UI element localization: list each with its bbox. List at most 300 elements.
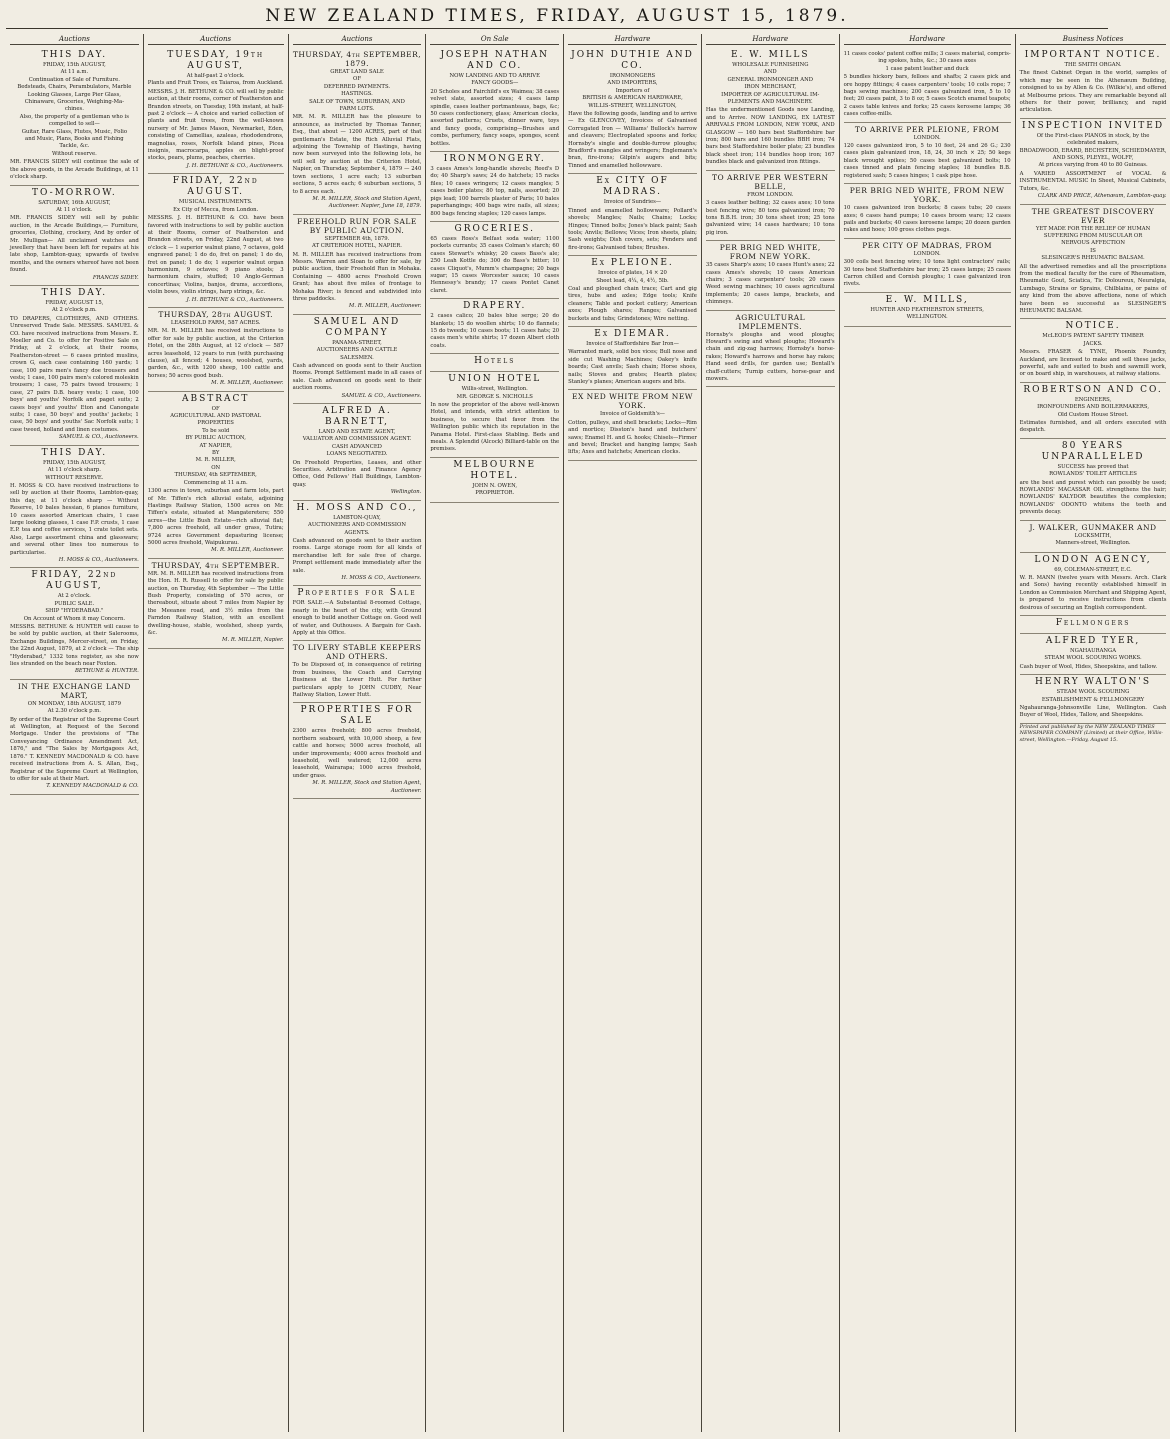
advertisement bbox=[706, 171, 835, 241]
ad-title: Ex CITY OF MADRAS. bbox=[596, 176, 669, 198]
advertisement bbox=[1020, 205, 1167, 320]
column-heading: Hardware bbox=[706, 34, 835, 45]
ad-title: E. W. MILLS, bbox=[885, 294, 969, 305]
ad-subhead-line: YET MADE FOR THE RELIEF OF HUMAN bbox=[1035, 225, 1151, 232]
ad-subhead-line: NERVOUS AFFECTION bbox=[1061, 240, 1125, 247]
ad-subhead-line: Also, the property of a gentleman who is bbox=[19, 113, 129, 120]
ad-subhead-line: 69, COLEMAN-STREET, E.C. bbox=[1054, 566, 1132, 573]
ad-title: ROBERTSON AND CO. bbox=[1023, 384, 1163, 395]
ad-title: TO-MORROW. bbox=[31, 187, 117, 198]
ad-subhead-line: PROPRIETOR. bbox=[475, 490, 515, 497]
ad-subhead-line: Tackle, &c. bbox=[59, 143, 90, 150]
ad-subhead-line: IMPORTER OF AGRICULTURAL IM- bbox=[721, 91, 820, 98]
column-6 bbox=[702, 34, 840, 1432]
ad-subhead-line: LOANS NEGOTIATED. bbox=[326, 451, 388, 458]
ad-subhead-line: Continuation of Sale of Furniture. bbox=[28, 76, 120, 83]
column-4 bbox=[426, 34, 564, 1432]
ad-subheads bbox=[148, 199, 284, 214]
advertisement bbox=[293, 215, 422, 315]
ad-subhead-line: WILLIS-STREET, WELLINGTON, bbox=[588, 102, 677, 109]
ad-body: Estimates furnished, and all orders executed with despatch. bbox=[1019, 420, 1167, 434]
ad-body: MESSRS. BETHUNE & HUNTER will cause to be sold by public auction, at their Salerooms, Exchange Buildings, Mercer-street, on Friday, the 22nd August, 1879, at 2 o'clock — The ship "Hyderabad," 1332 tons register, as she now lies stranded on the beach near Foxton. bbox=[10, 624, 139, 668]
advertisement bbox=[1020, 319, 1167, 382]
advertisement bbox=[148, 559, 284, 649]
column-heading: Hardware bbox=[844, 34, 1011, 45]
ad-subheads bbox=[10, 300, 139, 315]
ad-subhead-line: FRIDAY, 15th AUGUST, bbox=[42, 459, 106, 466]
ad-signature: M. R. MILLER, Auctioneer. bbox=[211, 380, 284, 387]
ad-body: Have the following goods, landing and to arrive — Ex GLENCOVEY, Invoices of Galvanised Corrugated Iron — Williams' Bullock's harrow and cleavers; Electroplated spoons and forks; Hornsby's single and double-furrow ploughs; Bradford's mangles and wringers; Englemann's bran, fire-irons; Gilpin's augers and bits; Tinned and enamelled hollowware. bbox=[568, 111, 697, 169]
ad-body: 20 Scholes and Fairchild's ex Waimea; 38 cases velvet slate, assorted sizes; 4 cases lamp spindle, cases leather portmanteaus, bags, &c; 50 cases confectionery, glass; American clocks, assorted patterns; Cruets, dinner ware, toys and fancy goods, comprising—Brushes and combs, perfumery, fancy soaps, sponges, scent bottles. bbox=[430, 88, 560, 147]
ad-signature: J. H. BETHUNE & CO., Auctioneers. bbox=[186, 162, 284, 169]
advertisement bbox=[148, 174, 284, 308]
advertisement bbox=[1020, 634, 1167, 675]
advertisement bbox=[10, 568, 139, 679]
advertisement bbox=[293, 315, 422, 404]
column-heading: On Sale bbox=[430, 34, 559, 45]
ad-subheads bbox=[1020, 464, 1167, 479]
ad-subheads bbox=[1020, 62, 1167, 69]
ad-subhead-line: celebrated makers, bbox=[1067, 140, 1119, 147]
ad-subhead-line: SALE OF TOWN, SUBURBAN, AND bbox=[309, 98, 405, 105]
ad-subhead-line: ON MONDAY, 18th AUGUST, 1879 bbox=[27, 700, 122, 707]
ad-title: ABSTRACT bbox=[181, 393, 250, 404]
advertisement bbox=[293, 404, 422, 501]
advertisement bbox=[430, 222, 559, 299]
printer-imprint: Printed and published by the NEW ZEALAND TIMES NEWSPAPER COMPANY (Limited) at their Office, Willis-street, Wellington.—Friday, August 15. bbox=[1019, 723, 1164, 743]
ad-signature: H. MOSS & CO., Auctioneers. bbox=[341, 574, 422, 581]
advertisement bbox=[1020, 48, 1167, 119]
ad-subhead-line: CASH ADVANCED bbox=[332, 443, 382, 450]
ad-subhead-line: Importers of bbox=[615, 87, 650, 94]
ad-signature: CLARK AND PRICE, Athenæum, Lambton-quay. bbox=[1037, 193, 1167, 200]
ad-signature: FRANCIS SIDEY. bbox=[92, 274, 139, 281]
ad-body: Has the undermentioned Goods now Landing, and to Arrive. NOW LANDING, EX LATEST ARRIVALS FROM LONDON, NEW YORK, AND GLASGOW — 160 bars best Staffordshire bar iron; 800 bars and 160 bundles BBH iron; 74 bars best Staffordshire boiler plate; 23 bundles black sheet iron; 114 bundles hoop iron; 167 bundles black and galvanized iron fittings. bbox=[705, 107, 835, 166]
ad-body: H. MOSS & CO. have received instructions to sell by auction at their Rooms, Lambton-quay, this day, at 11 o'clock sharp — Without Reserve, 10 bales hessian, 6 pianos furniture, 10 cases assorted American chairs, 1 case large looking glasses, 1 case F.P. crusts, 1 case E.P. tea and coffee services, 1 crate toilet sets. Also, Large assortment china and glassware; and several other lines too numerous to particularise. bbox=[10, 482, 139, 556]
ad-subhead-line: HASTINGS. bbox=[341, 91, 373, 98]
ad-subheads bbox=[568, 73, 697, 110]
column-3 bbox=[289, 34, 427, 1432]
ad-subhead-line: ON bbox=[211, 464, 221, 471]
ad-subhead-line: To be sold bbox=[202, 427, 230, 434]
ad-subhead-line: Ex City of Mecca, from London. bbox=[173, 206, 259, 213]
masthead-rule bbox=[6, 28, 1108, 29]
ad-subhead-line: SUCCESS has proved that bbox=[1057, 463, 1129, 470]
ad-subhead-line: AUCTIONEERS AND COMMISSION bbox=[308, 522, 406, 529]
ad-subhead-line: SALESMEN. bbox=[340, 354, 374, 361]
ad-title: FRIDAY, 22nd AUGUST. bbox=[172, 176, 259, 198]
ad-subhead-line: At 11 o'clock sharp. bbox=[47, 467, 101, 474]
ad-subhead-line: DEFERRED PAYMENTS. bbox=[323, 83, 391, 90]
ad-subhead-line: THURSDAY, 4th SEPTEMBER, bbox=[174, 472, 257, 479]
advertisement bbox=[430, 372, 559, 458]
ad-subhead-line: STEAM WOOL SCOURING bbox=[1056, 689, 1130, 696]
ad-subhead-line: SEPTEMBER 4th, 1879. bbox=[324, 235, 390, 242]
ad-subhead-line: At 2 o'clock p.m. bbox=[52, 307, 97, 314]
ad-subhead-line: VALUATOR AND COMMISSION AGENT. bbox=[302, 436, 412, 443]
ad-subhead-line: LOCKSMITH, bbox=[1074, 532, 1112, 539]
ad-subhead-line: PANAMA-STREET, bbox=[332, 339, 382, 346]
ad-subhead-line: AGENTS. bbox=[344, 529, 370, 536]
ad-subheads bbox=[1020, 648, 1167, 663]
column-heading: Hardware bbox=[568, 34, 697, 45]
ad-title: THIS DAY. bbox=[41, 50, 108, 60]
ad-body: are the best and purest which can possibly be used; ROWLANDS' MACASSAR OIL strengthens the hair; ROWLANDS' KALYDOR beautifies the complexion; ROWLANDS' ODONTO whitens the teeth and prevents decay. bbox=[1019, 479, 1167, 516]
ad-body: In now the proprietor of the above well-known Hotel, and intends, with strict attention to business, to secure that favor from the Wellington public which its reputation in the Panama Hotel. First-class Stabling. Beds and meals. A Splendid (Alcock) Billiard-table on the premises. bbox=[430, 402, 560, 453]
ad-body: To be Disposed of, in consequence of retiring from business, the Coach and Carrying Business at the Lower Hutt. For further particulars apply to JOHN CUDBY, Near Railway Station, Lower Hutt. bbox=[292, 662, 422, 698]
ad-subhead-line: PUBLIC SALE. bbox=[54, 600, 95, 607]
advertisement bbox=[706, 241, 835, 310]
ad-subheads bbox=[10, 593, 139, 623]
advertisement bbox=[844, 239, 1011, 293]
column-heading: Business Notices bbox=[1020, 34, 1167, 45]
ad-subhead-line: NOW LANDING AND TO ARRIVE bbox=[449, 73, 540, 79]
ad-subhead-line: Commencing at 11 a.m. bbox=[183, 479, 248, 486]
ad-signature: M. R. MILLER, Stock and Station Agent, Auctioneer. bbox=[312, 780, 422, 794]
ad-subheads bbox=[1020, 226, 1167, 263]
ad-title: ALFRED A. BARNETT, bbox=[322, 406, 392, 428]
ad-signature: M. R. MILLER, Napier. bbox=[222, 637, 284, 644]
advertisement bbox=[430, 354, 559, 372]
advertisement bbox=[844, 123, 1011, 184]
ad-signature: H. MOSS & CO., Auctioneers. bbox=[58, 556, 139, 563]
ad-subheads bbox=[293, 69, 422, 113]
ad-title: Hotels bbox=[474, 356, 516, 367]
advertisement bbox=[10, 286, 139, 446]
ad-subhead-line: LONDON. bbox=[913, 250, 941, 257]
ad-title: H. MOSS AND CO., bbox=[296, 502, 418, 513]
ad-body: By order of the Registrar of the Supreme Court at Wellington, at Request of the Second Mortgage. Under the provisions of "The Conveyancing Ordinance Amendment Act, 1876," and "The Sales by Mortgagees Act, 1876." T. KENNEDY MACDONALD & CO. have received instructions from A. S. Allan, Esq., Registrar of the Supreme Court at Wellington, to offer for sale at their Mart. bbox=[10, 716, 139, 782]
ad-title: PER BRIG NED WHITE, FROM NEW YORK. bbox=[849, 186, 1005, 205]
ad-body: W. R. MANN (twelve years with Messrs. Arch. Clark and Sons) having recently established himself in London as Commission Merchant and Shipping Agent, is prepared to receive instructions from clients desirous of securing an English correspondent. bbox=[1019, 574, 1167, 611]
ad-title: J. WALKER, GUNMAKER AND bbox=[1029, 522, 1157, 532]
ad-subhead-line: AGRICULTURAL AND PASTORAL bbox=[170, 413, 262, 420]
advertisement bbox=[844, 184, 1011, 239]
column-heading: Auctions bbox=[293, 34, 422, 45]
ad-body: M. R. MILLER has received instructions from Messrs. Warren and Sloan to offer for sale, by public auction, their Freehold Run in Mohaka. Containing — 4800 acres Freehold Crown Grant; has about five miles of frontage to Mohaka River; is fenced and subdivided into three paddocks. bbox=[292, 251, 422, 302]
ad-subhead-line: AUCTIONEERS AND CATTLE bbox=[316, 347, 398, 354]
ad-body: Hornsby's ploughs and wood ploughs; Howard's swing and wheel ploughs; Howard's chain and zig-zag harrows; Hornsby's horse-rakes; Howard's harrows and horse hay rakes; Hand seed drills, for garden use; Bentall's chaff-cutters; Turnip cutters, horse-gear and mowers. bbox=[705, 331, 835, 382]
ad-subhead-line: SLESINGER'S RHEUMATIC BALSAM. bbox=[1041, 255, 1145, 262]
advertisement bbox=[430, 152, 559, 222]
ad-subheads bbox=[1020, 689, 1167, 704]
ad-subheads bbox=[148, 320, 284, 327]
ad-signature: M. R. MILLER, Auctioneer. bbox=[211, 547, 284, 554]
column-heading: Auctions bbox=[148, 34, 284, 45]
ad-subheads bbox=[706, 62, 835, 106]
ad-subhead-line: Guitar, Rare Glass, Flutes, Music, Folio bbox=[21, 128, 128, 135]
ad-title: AGRICULTURAL IMPLEMENTS. bbox=[735, 312, 806, 331]
ad-subhead-line: NGAHAURANGA bbox=[1069, 647, 1117, 654]
ad-body: 3 cases leather belting; 32 cases axes; 10 tons best fencing wire; 80 tons galvanized iron; 70 tons B.B.H. iron; 30 tons sheet iron; 25 tons galvanized wire; 14 cases hardware; 10 tons pig iron. bbox=[705, 200, 835, 236]
ad-body: Messrs. FRASER & TYNE, Phoenix Foundry, Auckland, are licensed to make and sell these jacks, powerful, safe and suited to bush and sawmill work, or on board ship, in warehouses, at railway stations. bbox=[1019, 349, 1167, 378]
ad-title: ALFRED TYER, bbox=[1045, 635, 1141, 646]
ad-body: 2300 acres freehold; 800 acres freehold, northern seaboard, with 10,000 sheep, a few cattle and horses; 5000 acres freehold, all under improvements; 4000 acres freehold and leasehold, well watered; 12,000 acres leasehold, Wairarapa; 1000 acres freehold, under grass. bbox=[292, 728, 422, 779]
ad-body: 1300 acres in town, suburban and farm lots, part of Mr. Tiffen's rich alluvial estate, adjoining Hastings Railway Station, 1500 acres on Mr. Tiffen's estate, situated at Mangateretere; 550 acres—the Little Bush Estate—rich alluvial flat; 7,800 acres freehold, all under grass, Tutira; 9724 acres Government depasturing license; 5000 acres freehold, Waipukurau. bbox=[147, 488, 284, 546]
ad-title: IMPORTANT NOTICE. bbox=[1024, 50, 1162, 60]
ad-title: PER CITY OF MADRAS, FROM bbox=[862, 240, 993, 250]
ad-subhead-line: FRIDAY, 15th AUGUST, bbox=[42, 62, 106, 68]
ad-subhead-line: HUNTER AND FEATHERSTON STREETS, bbox=[870, 306, 984, 313]
ad-signature: M. R. MILLER, Auctioneer. bbox=[348, 303, 422, 310]
ad-title: TO ARRIVE PER WESTERN BELLE, bbox=[711, 172, 829, 191]
ad-subheads bbox=[430, 483, 559, 498]
ad-title: TUESDAY, 19th AUGUST, bbox=[167, 50, 265, 71]
ad-subheads bbox=[430, 73, 559, 88]
advertisement bbox=[1020, 119, 1167, 205]
ad-title: NOTICE. bbox=[1065, 321, 1121, 332]
advertisement bbox=[293, 703, 422, 799]
ad-subhead-line: SUFFERING FROM MUSCULAR OR bbox=[1043, 232, 1143, 239]
ad-subhead-line: Chinaware, Groceries, Weighing-Ma- bbox=[24, 99, 124, 106]
ad-title: THE GREATEST DISCOVERY EVER bbox=[1031, 206, 1155, 225]
ad-signature: J. H. BETHUNE & CO., Auctioneers. bbox=[186, 296, 284, 303]
ad-subhead-line: SHIP "HYDERABAD." bbox=[45, 608, 104, 615]
ad-title: Fellmongers bbox=[1055, 617, 1131, 628]
ad-title: FRIDAY, 22nd AUGUST, bbox=[31, 570, 118, 592]
ad-title: DRAPERY. bbox=[463, 301, 527, 312]
ad-subhead-line: 11 cases cooks' patent coffee mills; 3 cases material, compris- bbox=[843, 51, 1011, 57]
ad-subhead-line: Plants and Fruit Trees, ex Taiaroa, from Auckland. bbox=[147, 80, 284, 87]
ad-body: 10 cases galvanized iron buckets; 8 cases tubs; 20 cases axes; 6 cases hand pumps; 10 cases broom ware; 12 cases pails and buckets; 40 cases kerosene lamps; 20 dozen garden rakes and hoes; 100 gross clothes pegs. bbox=[843, 205, 1011, 234]
ad-subhead-line: GREAT LAND SALE bbox=[330, 69, 384, 75]
advertisement bbox=[568, 256, 697, 327]
ad-signature: T. KENNEDY MACDONALD & CO. bbox=[46, 783, 139, 790]
ad-body: MR. M. R. MILLER has received instructions from the Hon. H. R. Russell to offer for sale by public auction, on Thursday, 4th September — The Little Bush Property, consisting of 570 acres, or thereabout, situate about 7 miles from Napier by the Meeanee road, and 3½ miles from the Farndon Railway Station, with an excellent dwelling-house, stable, woolshed, sheep yards, &c. bbox=[147, 570, 284, 636]
ad-body: Warranted mark, solid box vices; Bull nose and side cut Washing Machines; Oakey's knife boards; Cast anvils; Sash chain; Horse shoes, nails; Stoves and grates; Hearth plates; Stanley's planes; American augers and bits. bbox=[568, 349, 697, 385]
ad-subhead-line: Sheet lead, 4¼, 4, 4½, 5lb. bbox=[596, 277, 669, 284]
advertisement bbox=[293, 48, 422, 215]
ad-subhead-line: ENGINEERS, bbox=[1074, 396, 1112, 403]
ad-subheads bbox=[1020, 567, 1167, 574]
ad-body: Tinned and enamelled hollowware; Pollard's shovels; Mangles; Nails; Chains; Locks; Hinges; Tinned bolts; Jones's black paint; Sash tools; Anvils; Bellows; Vices; Iron sheets, plain; Sash weights; Dish covers, sets; Fenders and fire-irons; Galvanised tubes; Brushes. bbox=[568, 207, 697, 251]
ad-subhead-line: BRITISH & AMERICAN HARDWARE, bbox=[582, 95, 683, 102]
ad-subhead-line: Looking Glasses, Large Pier Glass, bbox=[27, 91, 121, 98]
ad-title: Properties for Sale bbox=[297, 588, 417, 599]
ad-body: MR. FRANCIS SIDEY will continue the sale of the above goods, in the Arcade Buildings, at 11 o'clock sharp. bbox=[10, 159, 139, 181]
advertisement bbox=[430, 299, 559, 354]
ad-subhead-line: AT CRITERION HOTEL, NAPIER. bbox=[312, 243, 402, 250]
ad-subhead-line: Without reserve. bbox=[51, 150, 97, 157]
ad-body: The finest Cabinet Organ in the world, samples of which may be seen in the Athenæum Building, consigned to us by Allen & Co. (Wilkie's), and offered at Melbourne prices. They are remarkable beyond all others for their power, brilliancy, and rapid articulation. bbox=[1019, 70, 1167, 114]
advertisement bbox=[148, 308, 284, 392]
advertisement bbox=[1020, 383, 1167, 439]
ad-body: 35 cases Sharp's axes; 10 cases Hunt's axes; 22 cases Ames's shovels; 10 cases American chairs; 3 cases carpenters' tools; 20 cases Weed sewing machines; 10 cases agricultural implements; 20 cases lamps, brackets, and chimneys. bbox=[705, 262, 835, 306]
ad-subhead-line: IRONFOUNDERS AND BOILERMAKERS, bbox=[1037, 404, 1150, 411]
ad-subhead-line: compelled to sell— bbox=[48, 121, 100, 128]
ad-subheads bbox=[568, 199, 697, 206]
ad-subhead-line: GENERAL IRONMONGER AND bbox=[727, 76, 814, 83]
ad-subhead-line: LEASEHOLD FARM, 587 ACRES. bbox=[170, 319, 261, 326]
ad-title: GROCERIES. bbox=[454, 223, 535, 234]
ad-subhead-line: On Account of Whom it may Concern. bbox=[23, 615, 126, 622]
advertisement bbox=[430, 458, 559, 503]
ad-title: THIS DAY. bbox=[41, 287, 108, 298]
ad-subhead-line: WELLINGTON. bbox=[906, 314, 948, 321]
ad-subhead-line: McLEOD'S PATENT SAFETY TIMBER bbox=[1042, 333, 1144, 340]
ad-subhead-line: 1 case patent leather and duck bbox=[885, 65, 969, 72]
ad-subheads bbox=[10, 701, 139, 716]
ad-subheads bbox=[148, 406, 284, 487]
ad-title: IRONMONGERY. bbox=[443, 154, 546, 165]
ad-subhead-line: FANCY GOODS— bbox=[471, 80, 519, 87]
ad-title: JOHN DUTHIE AND CO. bbox=[571, 50, 694, 71]
ad-body: FOR SALE.—A Substantial 8-roomed Cottage, nearly in the heart of the city, with Ground enough to build another Cottage on. Good well of water, and Outhouses. A Bargain for Cash. Apply at this Office. bbox=[292, 600, 422, 636]
ad-title: EX NED WHITE FROM NEW YORK. bbox=[571, 392, 693, 411]
ad-subhead-line: Old Custom House Street. bbox=[1057, 411, 1129, 418]
ad-body: Cotton, pulleys, and shell brackets; Locks—Rim and mortice; Disston's hand and butchers' saws; Enamel H. and G. hooks; Chisels—Firmer and bevel; Bracket and hanging lamps; Sash lifts; Axes and hatchets; American clocks. bbox=[568, 419, 697, 456]
advertisement bbox=[10, 446, 139, 569]
advertisement bbox=[568, 174, 697, 256]
ad-subhead-line: BROADWOOD, ERARD, BECHSTEIN, SCHIEDMAYER, bbox=[1019, 147, 1167, 154]
advertisement bbox=[1020, 553, 1167, 616]
ad-title: FREEHOLD RUN FOR SALE BY PUBLIC AUCTION. bbox=[297, 216, 417, 235]
masthead: NEW ZEALAND TIMES, FRIDAY, AUGUST 15, 1879. bbox=[265, 6, 849, 26]
ad-body: MR. FRANCIS SIDEY will sell by public auction, in the Arcade Buildings,— Furniture, groceries, Clothing, crockery, And by order of Mr. Mulligan— All unclaimed watches and jewellery that have been left for repairs at his late shop, Lambton-quay, upwards of twelve months, and the owners whereof have not been found. bbox=[10, 215, 139, 274]
ad-title: TO LIVERY STABLE KEEPERS AND OTHERS. bbox=[292, 643, 422, 662]
ad-body: 65 cases Ross's Belfast soda water; 1100 pockets currants; 35 cases Colman's starch; 60 cases Stewart's whisky; 20 cases Bass's ale; 250 Leah Kottle do; 300 do Bass's bitter; 10 cases Cliquot's, Mumm's champagne; 20 bags sugar; 15 cases Worcester sauce; 10 cases Hennessy's brandy; 17 cases Pontet Canet claret. bbox=[430, 235, 560, 294]
ad-body: MR. M. R. MILLER has received instructions to offer for sale by public auction, at the Criterion Hotel, on the 28th August, at 12 o'clock — 587 acres leasehold, 12 years to run (with purchasing clause), all fenced; 4 houses, woolshed, yards, garden, &c., with 1200 sheep, 100 cattle and horses; 50 acres good bush. bbox=[147, 328, 284, 379]
ad-subhead-line: At 2 o'clock. bbox=[57, 593, 91, 600]
ad-title: Ex DIEMAR. bbox=[594, 328, 671, 339]
advertisement bbox=[430, 48, 559, 152]
ad-subheads bbox=[844, 51, 1011, 73]
ad-subheads bbox=[10, 460, 139, 482]
ad-subhead-line: ESTABLISHMENT & FELLMONGERY bbox=[1041, 696, 1145, 703]
ad-body: All the advertised remedies and all the prescriptions from the medical faculty for the cure of Rheumatism, Rheumatic Gout, Sciatica, Tic Doloureux, Neuralgia, Lumbago, Strains or Sprains, Chilblains, or pains of any kind from the above affections, none of which have been so successful as SLESINGER'S RHEUMATIC BALSAM. bbox=[1019, 263, 1167, 314]
advertisement bbox=[844, 293, 1011, 327]
ad-subheads bbox=[293, 236, 422, 251]
ad-subhead-line: LAND AND ESTATE AGENT, bbox=[318, 429, 396, 436]
ad-title: THURSDAY, 4th SEPTEMBER, 1879. bbox=[292, 50, 422, 68]
ad-subhead-line: JACKS. bbox=[1083, 340, 1103, 347]
advertisement bbox=[10, 680, 139, 795]
advertisement bbox=[706, 311, 835, 388]
ad-title: HENRY WALTON'S bbox=[1035, 677, 1152, 688]
ad-subhead-line: ing spokes, hubs, &c.; 30 cases axes bbox=[878, 58, 977, 65]
advertisement bbox=[1020, 616, 1167, 634]
ad-signature: Wellington. bbox=[390, 489, 422, 496]
column-2 bbox=[144, 34, 289, 1432]
ad-subhead-line: OF bbox=[352, 76, 362, 83]
ad-subhead-line: chines. bbox=[64, 106, 84, 113]
ad-signature: SAMUEL & CO., Auctioneers. bbox=[341, 392, 422, 399]
ad-subhead-line: IS bbox=[1090, 247, 1096, 254]
ad-subheads bbox=[10, 62, 139, 158]
ad-body: On Freehold Properties, Leases, and other Securities. Arbitration and Finance Agency Office, Odd Fellows' Hall Buildings, Lambton-quay. bbox=[292, 459, 422, 488]
ad-subhead-line: Manners-street, Wellington. bbox=[1055, 540, 1131, 547]
ad-title: TO ARRIVE PER PLEIONE, FROM bbox=[854, 124, 1000, 134]
ad-subhead-line: AND bbox=[763, 69, 777, 76]
ad-subheads bbox=[706, 192, 835, 199]
ad-signature: BETHUNE & HUNTER. bbox=[75, 668, 139, 675]
ad-title: PROPERTIES FOR SALE bbox=[300, 705, 414, 727]
ad-subheads bbox=[148, 73, 284, 88]
ad-subhead-line: Bedsteads, Chairs, Perambulators, Marble bbox=[17, 84, 132, 91]
ad-body: 120 cases galvanized iron, 5 to 10 feet, 24 and 26 G.; 230 cases plain galvanized iron, 18, 24, 30 inch × 25; 50 kegs black wrought spikes; 50 cases best galvanized bolts; 10 cases tinned and plain fencing staples; 18 bundles B.B. registered sash; 5 cases hinges; 1 cask pipe hose. bbox=[843, 143, 1011, 179]
ad-subhead-line: AND IMPORTERS, bbox=[607, 80, 658, 87]
advertisement bbox=[706, 48, 835, 171]
ad-body: MESSRS. J. H. BETHUNE & CO. will sell by public auction, at their rooms, corner of Featherston and Brandon streets, on Tuesday, 19th instant, at half-past 2 o'clock — A choice and varied collection of plants and fruit trees, from the well-known nursery of Mr. James Mason, Newmarket, Eden, consisting of Camellias, azaleas, rhododendrons, magnolias, roses, Norfolk Island pines, Picea insignis, macrocarpa, apples on blight-proof stocks, pears, plums, peaches, cherries. bbox=[147, 88, 284, 162]
column-5 bbox=[564, 34, 702, 1432]
ad-subhead-line: At 11 a.m. bbox=[60, 69, 89, 76]
advertisement bbox=[293, 586, 422, 641]
ad-subhead-line: AT NAPIER, bbox=[199, 442, 232, 449]
ad-subheads bbox=[293, 340, 422, 362]
ad-subhead-line: STEAM WOOL SCOURING WORKS. bbox=[1044, 655, 1142, 662]
ad-subheads bbox=[1020, 533, 1167, 548]
advertisement bbox=[1020, 521, 1167, 553]
ad-subhead-line: At 11 o'clock. bbox=[56, 206, 93, 213]
advertisement bbox=[148, 392, 284, 559]
ad-subhead-line: WHOLESALE FURNISHING bbox=[732, 62, 809, 68]
ad-title: JOSEPH NATHAN AND CO. bbox=[440, 50, 550, 71]
ad-title: INSPECTION INVITED bbox=[1022, 120, 1165, 131]
ad-subheads bbox=[1020, 397, 1167, 419]
ad-title: 80 YEARS UNPARALLELED bbox=[1041, 440, 1145, 462]
ad-subhead-line: AND SONS, PLEYEL, WOLFF, bbox=[1052, 155, 1134, 162]
ad-body: Cash advanced on goods sent to their Auction Rooms. Prompt Settlement made in all cases of sale. Cash advanced on goods sent to their auction rooms. bbox=[292, 363, 422, 392]
ad-body: Coal and ploughed chain trace; Cart and gig tires, hubs and axles; Edge tools; Knife cleaners; Table and pocket cutlery; American axes; Plough shares; Ranges; Galvanised buckets and tubs; Grindstones; Wire netting. bbox=[568, 285, 697, 322]
ad-body: Ngahauranga-Johnsonville Line, Wellington. Cash Buyer of Wool, Hides, Tallow, and Sheepskins. bbox=[1019, 704, 1167, 719]
ad-subhead-line: IRONMONGERS bbox=[609, 73, 656, 79]
ad-subheads bbox=[568, 341, 697, 348]
ad-subhead-line: JOHN N. OWEN, bbox=[472, 482, 518, 489]
ad-subheads bbox=[844, 135, 1011, 142]
ad-title: E. W. MILLS bbox=[730, 50, 810, 60]
ad-subhead-line: BY bbox=[212, 450, 220, 457]
ad-body: Cash advanced on goods sent to their auction rooms. Large storage room for all kinds of merchandise left for sale free of charge. Prompt settlement made immediately after the sale. bbox=[292, 537, 422, 574]
ad-signature: SAMUEL & CO., Auctioneers. bbox=[58, 434, 139, 441]
ad-subhead-line: WITHOUT RESERVE. bbox=[45, 474, 104, 481]
ad-subhead-line: LONDON. bbox=[913, 134, 941, 141]
ad-title: MELBOURNE HOTEL. bbox=[453, 459, 537, 481]
ad-subhead-line: At prices varying from 40 to 80 Guineas. bbox=[1038, 162, 1148, 169]
advertisement bbox=[293, 641, 422, 703]
ad-subhead-line: M. R. MILLER, bbox=[195, 457, 236, 464]
advertisement bbox=[293, 501, 422, 587]
advertisement bbox=[10, 48, 139, 186]
ad-subhead-line: LAMBTON-QUAY, bbox=[333, 514, 381, 521]
advertisement bbox=[148, 48, 284, 174]
ad-subhead-line: FARM LOTS. bbox=[339, 106, 375, 113]
advertisement bbox=[568, 390, 697, 460]
ad-body: TO DRAPERS, CLOTHIERS, AND OTHERS. Unreserved Trade Sale. MESSRS. SAMUEL & CO. have received instructions from Messrs. E. Moeller and Co. to offer for Positive Sale on Friday, at 2 o'clock, at their rooms, Featherston-street — 6 cases printed muslins, crown G, each case containing 160 yards; 1 case, 100 pairs men's fancy doe trousers and vests; 1 case, 100 pairs men's colored moleskin trousers; 1 case, 75 pairs tweed trousers; 1 case, 27 pairs D.B. heavy vests; 1 case, 100 boys' and youths' Norfolk and paget suits; 2 cases boys' and youths' Eton and Canongate suits; 1 case, 50 boys' and youths' jackets; 1 case, 50 boys' and youths' Sac Norfolk suits; 1 case tweed, holland and linen costumes. bbox=[10, 315, 139, 433]
ad-subhead-line: Of the First-class PIANOS in stock, by the bbox=[1036, 132, 1150, 139]
ad-subhead-line: Invoice of Sundries— bbox=[603, 199, 662, 206]
ad-subhead-line: IRON MERCHANT, bbox=[744, 84, 797, 91]
ad-title: Ex PLEIONE. bbox=[591, 258, 674, 269]
ad-subhead-line: BY PUBLIC AUCTION, bbox=[185, 435, 246, 442]
ad-title: THURSDAY, 28th AUGUST. bbox=[158, 309, 273, 319]
ad-subhead-line: SATURDAY, 16th AUGUST, bbox=[38, 199, 111, 206]
advertisement bbox=[844, 48, 1011, 123]
ad-subheads bbox=[568, 411, 697, 418]
ad-subhead-line: ROWLANDS' TOILET ARTICLES bbox=[1049, 471, 1137, 478]
ad-title: THURSDAY, 4th SEPTEMBER. bbox=[151, 560, 280, 570]
ad-subhead-line: At half-past 2 o'clock. bbox=[186, 73, 245, 79]
ad-subheads bbox=[844, 307, 1011, 322]
ad-body: 5 bundles hickory bars, felloes and shafts; 2 cases pick and ore hoppy fittings; 4 cases carpenters' tools; 10 coils rope; 7 bags sewing machines; 200 cases galvanized iron, 5 to 10 feet; 20 cases paint, 3 to 8 oz; 5 cases Scotch enamel teapots; 2 cases table knives and forks; 25 cases kerosene lamps; 36 cases coffee-mills. bbox=[843, 74, 1011, 118]
ad-subhead-line: and Music, Plans, Books and Fishing bbox=[25, 136, 124, 143]
ad-subhead-line: Willis-street, Wellington. bbox=[461, 386, 528, 393]
ad-body: 300 coils best fencing wire; 10 tons light contractors' rails; 30 tons best Staffordshire bar iron; 25 cases lamps; 25 cases Carron chilled and Cornish ploughs; 1 case galvanized iron rivets. bbox=[843, 259, 1011, 288]
ad-subhead-line: FROM LONDON. bbox=[747, 191, 794, 198]
ad-subhead-line: FRIDAY, AUGUST 15, bbox=[45, 299, 104, 306]
advertisement bbox=[568, 327, 697, 390]
column-8 bbox=[1016, 34, 1170, 1432]
ad-title: SAMUEL AND COMPANY bbox=[313, 316, 401, 338]
